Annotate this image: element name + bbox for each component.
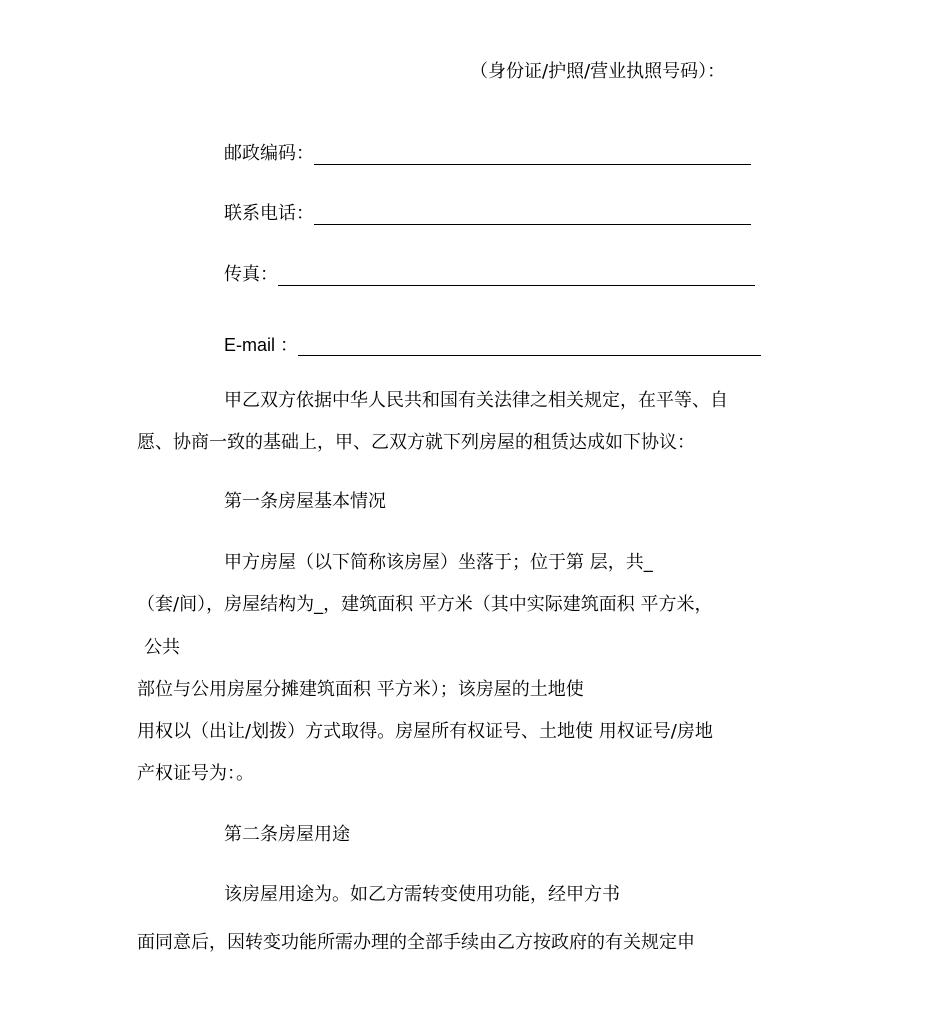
email-field — [224, 334, 761, 356]
article1-line-6: 产权证号为：。 — [137, 763, 254, 784]
phone-label: 联系电话： — [224, 203, 314, 224]
article1-line-2: （套/间），房屋结构为_，建筑面积 平方米（其中实际建筑面积 平方米， — [137, 594, 713, 615]
article2-line-1: 该房屋用途为。如乙方需转变使用功能，经甲方书 — [224, 884, 620, 905]
article1-title: 第一条房屋基本情况 — [224, 491, 386, 512]
article1-line-3: 公共 — [144, 637, 180, 658]
article1-line-4: 部位与公用房屋分摊建筑面积 平方米）；该房屋的土地使 — [137, 679, 584, 700]
preamble-line-1: 甲乙双方依据中华人民共和国有关法律之相关规定，在平等、自 — [224, 390, 728, 411]
article2-line-2: 面同意后，因转变功能所需办理的全部手续由乙方按政府的有关规定申 — [137, 932, 695, 953]
article2-title: 第二条房屋用途 — [224, 824, 350, 845]
article1-line-1: 甲方房屋（以下简称该房屋）坐落于；位于第 层，共_ — [224, 552, 653, 573]
postal-code-label: 邮政编码： — [224, 143, 314, 164]
fax-label: 传真： — [224, 264, 278, 285]
fax-field — [224, 264, 755, 286]
preamble-line-2: 愿、协商一致的基础上，甲、乙双方就下列房屋的租赁达成如下协议： — [137, 432, 695, 453]
postal-code-blank[interactable] — [314, 148, 751, 165]
email-blank[interactable] — [298, 339, 761, 356]
email-label: E-mail ： — [224, 335, 299, 355]
id-number-label: （身份证/护照/营业执照号码）： — [470, 61, 726, 82]
fax-blank[interactable] — [278, 269, 755, 286]
postal-code-field — [224, 143, 751, 165]
article1-line-5: 用权以（出让/划拨）方式取得。房屋所有权证号、土地使 用权证号/房地 — [137, 721, 713, 742]
phone-blank[interactable] — [314, 208, 751, 225]
phone-field — [224, 203, 751, 225]
